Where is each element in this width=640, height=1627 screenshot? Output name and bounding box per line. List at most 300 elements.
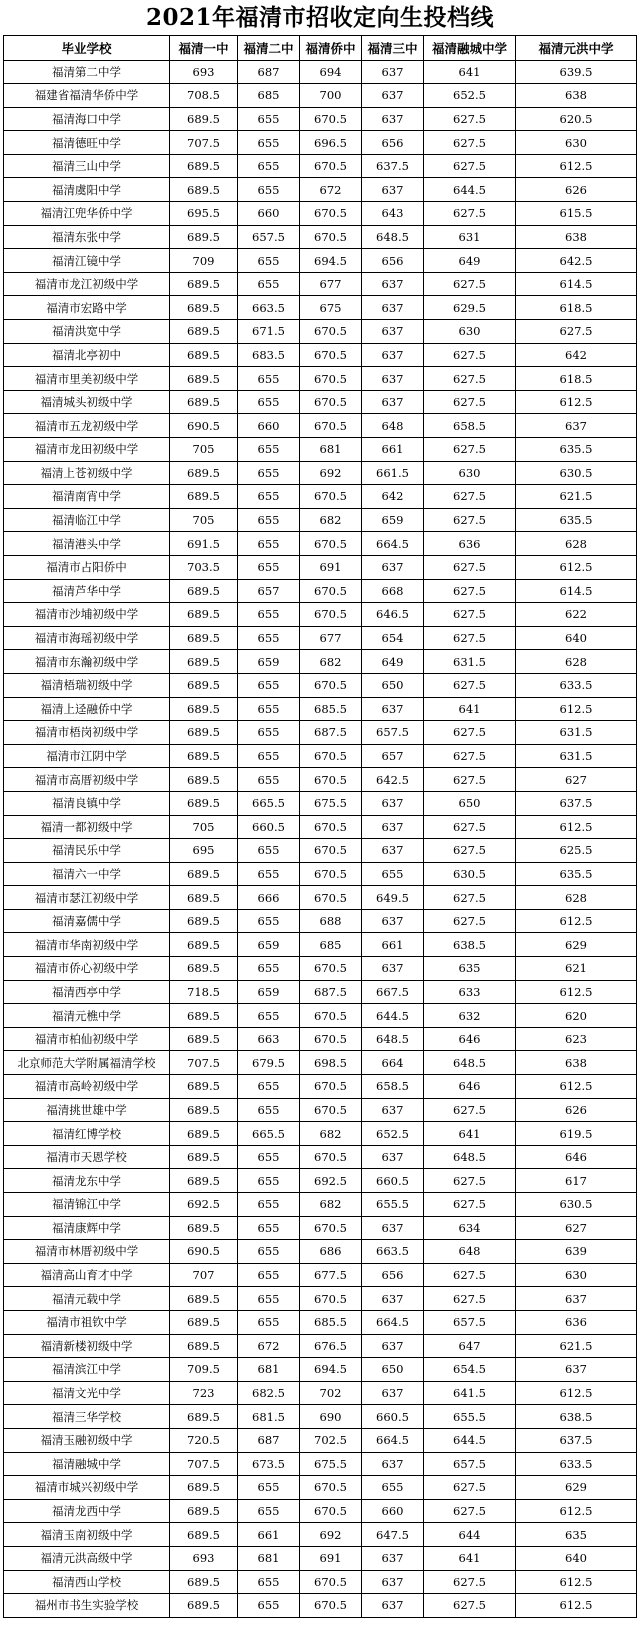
school-name-cell: 福清融城中学 bbox=[4, 1452, 170, 1476]
table-row bbox=[4, 296, 637, 320]
score-cell: 627.5 bbox=[424, 131, 516, 155]
score-cell: 618.5 bbox=[516, 367, 637, 391]
score-cell: 692.5 bbox=[300, 1169, 362, 1193]
score-cell: 657.5 bbox=[424, 1452, 516, 1476]
score-cell: 612.5 bbox=[516, 697, 637, 721]
table-row bbox=[4, 815, 637, 839]
table-row bbox=[4, 107, 637, 131]
score-cell: 705 bbox=[170, 508, 238, 532]
table-row bbox=[4, 1075, 637, 1099]
score-cell: 623 bbox=[516, 1027, 637, 1051]
school-name-cell: 福清六一中学 bbox=[4, 862, 170, 886]
table-row bbox=[4, 1381, 637, 1405]
score-cell: 633 bbox=[424, 980, 516, 1004]
score-cell: 682.5 bbox=[238, 1381, 300, 1405]
score-cell: 655 bbox=[238, 485, 300, 509]
table-row bbox=[4, 1287, 637, 1311]
score-cell: 685.5 bbox=[300, 1310, 362, 1334]
column-header: 福清侨中 bbox=[300, 36, 362, 61]
score-cell: 670.5 bbox=[300, 1004, 362, 1028]
score-cell: 627.5 bbox=[424, 815, 516, 839]
score-cell: 682 bbox=[300, 508, 362, 532]
score-cell: 640 bbox=[516, 626, 637, 650]
score-cell: 655 bbox=[238, 1476, 300, 1500]
score-cell: 637.5 bbox=[516, 791, 637, 815]
table-row bbox=[4, 320, 637, 344]
score-cell: 670.5 bbox=[300, 673, 362, 697]
score-cell: 670.5 bbox=[300, 839, 362, 863]
school-name-cell: 福清西山学校 bbox=[4, 1570, 170, 1594]
school-name-cell: 福清元洪高级中学 bbox=[4, 1546, 170, 1570]
score-cell: 677 bbox=[300, 626, 362, 650]
school-name-cell: 福建省福清华侨中学 bbox=[4, 84, 170, 108]
score-cell: 655 bbox=[362, 862, 424, 886]
score-cell: 637 bbox=[362, 957, 424, 981]
school-name-cell: 福清市龙田初级中学 bbox=[4, 438, 170, 462]
score-cell: 685 bbox=[300, 933, 362, 957]
score-cell: 639.5 bbox=[516, 60, 637, 84]
score-cell: 655 bbox=[238, 461, 300, 485]
score-cell: 629 bbox=[516, 1476, 637, 1500]
score-cell: 614.5 bbox=[516, 272, 637, 296]
score-cell: 660 bbox=[238, 202, 300, 226]
score-cell: 649 bbox=[362, 650, 424, 674]
score-cell: 637 bbox=[362, 1594, 424, 1618]
school-name-cell: 福清市高岭初级中学 bbox=[4, 1075, 170, 1099]
school-name-cell: 福清元樵中学 bbox=[4, 1004, 170, 1028]
table-row bbox=[4, 225, 637, 249]
score-cell: 612.5 bbox=[516, 1075, 637, 1099]
score-cell: 637 bbox=[362, 791, 424, 815]
score-cell: 638 bbox=[516, 84, 637, 108]
score-cell: 657 bbox=[238, 579, 300, 603]
score-cell: 691.5 bbox=[170, 532, 238, 556]
score-cell: 670.5 bbox=[300, 225, 362, 249]
score-cell: 670.5 bbox=[300, 367, 362, 391]
score-cell: 657 bbox=[362, 744, 424, 768]
score-cell: 637 bbox=[362, 178, 424, 202]
table-row bbox=[4, 957, 637, 981]
score-cell: 612.5 bbox=[516, 815, 637, 839]
score-cell: 702 bbox=[300, 1381, 362, 1405]
score-cell: 693 bbox=[170, 1546, 238, 1570]
score-cell: 664.5 bbox=[362, 1428, 424, 1452]
score-cell: 637 bbox=[362, 1334, 424, 1358]
score-cell: 670.5 bbox=[300, 744, 362, 768]
score-cell: 687.5 bbox=[300, 721, 362, 745]
score-cell: 648.5 bbox=[362, 225, 424, 249]
table-row bbox=[4, 933, 637, 957]
score-cell: 612.5 bbox=[516, 980, 637, 1004]
score-cell: 638 bbox=[516, 1051, 637, 1075]
table-row bbox=[4, 343, 637, 367]
score-cell: 627.5 bbox=[424, 1263, 516, 1287]
score-cell: 641.5 bbox=[424, 1381, 516, 1405]
school-name-cell: 福清龙东中学 bbox=[4, 1169, 170, 1193]
school-name-cell: 福清海口中学 bbox=[4, 107, 170, 131]
score-cell: 638.5 bbox=[424, 933, 516, 957]
score-cell: 630 bbox=[424, 461, 516, 485]
table-row bbox=[4, 178, 637, 202]
score-cell: 685 bbox=[238, 84, 300, 108]
score-cell: 627.5 bbox=[424, 721, 516, 745]
score-cell: 689.5 bbox=[170, 367, 238, 391]
score-cell: 655 bbox=[238, 508, 300, 532]
school-name-cell: 福清市侨心初级中学 bbox=[4, 957, 170, 981]
score-cell: 644.5 bbox=[362, 1004, 424, 1028]
score-cell: 682 bbox=[300, 1193, 362, 1217]
score-cell: 681 bbox=[300, 438, 362, 462]
table-row bbox=[4, 1523, 637, 1547]
score-cell: 670.5 bbox=[300, 957, 362, 981]
score-cell: 654.5 bbox=[424, 1358, 516, 1382]
score-cell: 632 bbox=[424, 1004, 516, 1028]
score-cell: 627.5 bbox=[424, 272, 516, 296]
column-header: 福清三中 bbox=[362, 36, 424, 61]
score-cell: 655.5 bbox=[424, 1405, 516, 1429]
school-name-cell: 福清红博学校 bbox=[4, 1122, 170, 1146]
table-row bbox=[4, 249, 637, 273]
school-name-cell: 福清临江中学 bbox=[4, 508, 170, 532]
score-cell: 655 bbox=[238, 957, 300, 981]
table-row bbox=[4, 1452, 637, 1476]
score-cell: 630 bbox=[516, 1263, 637, 1287]
score-cell: 665.5 bbox=[238, 1122, 300, 1146]
score-cell: 650 bbox=[362, 673, 424, 697]
score-cell: 659 bbox=[238, 650, 300, 674]
score-cell: 612.5 bbox=[516, 909, 637, 933]
score-cell: 618.5 bbox=[516, 296, 637, 320]
score-cell: 627.5 bbox=[424, 343, 516, 367]
score-cell: 648 bbox=[362, 414, 424, 438]
school-name-cell: 福清龙西中学 bbox=[4, 1499, 170, 1523]
score-cell: 637 bbox=[362, 909, 424, 933]
score-cell: 720.5 bbox=[170, 1428, 238, 1452]
score-cell: 630 bbox=[516, 131, 637, 155]
score-cell: 693 bbox=[170, 60, 238, 84]
score-cell: 655 bbox=[238, 1169, 300, 1193]
score-cell: 670.5 bbox=[300, 886, 362, 910]
score-cell: 641 bbox=[424, 60, 516, 84]
score-cell: 705 bbox=[170, 815, 238, 839]
score-cell: 627.5 bbox=[424, 107, 516, 131]
school-name-cell: 福清滨江中学 bbox=[4, 1358, 170, 1382]
table-row bbox=[4, 1169, 637, 1193]
score-cell: 660 bbox=[362, 1499, 424, 1523]
table-row bbox=[4, 1027, 637, 1051]
score-cell: 675 bbox=[300, 296, 362, 320]
table-row bbox=[4, 886, 637, 910]
score-cell: 690.5 bbox=[170, 414, 238, 438]
score-cell: 670.5 bbox=[300, 485, 362, 509]
score-cell: 627.5 bbox=[424, 1169, 516, 1193]
score-cell: 655 bbox=[238, 390, 300, 414]
score-cell: 689.5 bbox=[170, 1004, 238, 1028]
score-cell: 641 bbox=[424, 1546, 516, 1570]
score-cell: 670.5 bbox=[300, 1216, 362, 1240]
score-cell: 689.5 bbox=[170, 1169, 238, 1193]
table-row bbox=[4, 1405, 637, 1429]
score-cell: 670.5 bbox=[300, 343, 362, 367]
score-cell: 658.5 bbox=[362, 1075, 424, 1099]
score-cell: 688 bbox=[300, 909, 362, 933]
score-cell: 689.5 bbox=[170, 320, 238, 344]
school-name-cell: 福清市五龙初级中学 bbox=[4, 414, 170, 438]
score-cell: 637.5 bbox=[362, 154, 424, 178]
table-row bbox=[4, 791, 637, 815]
score-cell: 656 bbox=[362, 249, 424, 273]
score-cell: 689.5 bbox=[170, 178, 238, 202]
score-cell: 619.5 bbox=[516, 1122, 637, 1146]
table-row bbox=[4, 60, 637, 84]
score-cell: 655 bbox=[238, 1594, 300, 1618]
score-cell: 646.5 bbox=[362, 603, 424, 627]
score-cell: 689.5 bbox=[170, 1499, 238, 1523]
school-name-cell: 福清洪宽中学 bbox=[4, 320, 170, 344]
score-cell: 655 bbox=[238, 1075, 300, 1099]
score-cell: 689.5 bbox=[170, 272, 238, 296]
score-cell: 663.5 bbox=[238, 296, 300, 320]
score-cell: 627.5 bbox=[424, 438, 516, 462]
score-cell: 637 bbox=[362, 697, 424, 721]
school-name-cell: 福清市占阳侨中 bbox=[4, 555, 170, 579]
score-cell: 689.5 bbox=[170, 1098, 238, 1122]
score-cell: 655 bbox=[238, 249, 300, 273]
score-cell: 705 bbox=[170, 438, 238, 462]
score-cell: 689.5 bbox=[170, 673, 238, 697]
table-row bbox=[4, 131, 637, 155]
school-name-cell: 福清市海瑶初级中学 bbox=[4, 626, 170, 650]
page-title: 2021年福清市招收定向生投档线 bbox=[145, 4, 494, 31]
column-header: 福清二中 bbox=[238, 36, 300, 61]
score-cell: 637 bbox=[362, 367, 424, 391]
score-cell: 675.5 bbox=[300, 1452, 362, 1476]
score-cell: 627.5 bbox=[424, 1098, 516, 1122]
score-cell: 627.5 bbox=[424, 1594, 516, 1618]
table-body bbox=[4, 60, 637, 1617]
score-cell: 659 bbox=[238, 933, 300, 957]
table-row bbox=[4, 1570, 637, 1594]
score-cell: 660 bbox=[238, 414, 300, 438]
table-row bbox=[4, 438, 637, 462]
score-cell: 670.5 bbox=[300, 768, 362, 792]
school-name-cell: 福清市梧岗初级中学 bbox=[4, 721, 170, 745]
score-cell: 655 bbox=[238, 1499, 300, 1523]
score-cell: 709.5 bbox=[170, 1358, 238, 1382]
score-cell: 639 bbox=[516, 1240, 637, 1264]
score-cell: 689.5 bbox=[170, 603, 238, 627]
score-cell: 644 bbox=[424, 1523, 516, 1547]
score-cell: 644.5 bbox=[424, 178, 516, 202]
score-cell: 629 bbox=[516, 933, 637, 957]
score-cell: 657.5 bbox=[362, 721, 424, 745]
school-name-cell: 福清挑世雄中学 bbox=[4, 1098, 170, 1122]
score-cell: 627.5 bbox=[424, 367, 516, 391]
score-cell: 637 bbox=[516, 1358, 637, 1382]
score-cell: 627.5 bbox=[424, 579, 516, 603]
score-cell: 670.5 bbox=[300, 414, 362, 438]
score-cell: 655 bbox=[238, 532, 300, 556]
score-cell: 635.5 bbox=[516, 438, 637, 462]
score-cell: 627.5 bbox=[424, 1193, 516, 1217]
score-cell: 689.5 bbox=[170, 744, 238, 768]
score-cell: 637 bbox=[362, 1570, 424, 1594]
column-header: 福清一中 bbox=[170, 36, 238, 61]
score-cell: 692 bbox=[300, 461, 362, 485]
score-cell: 612.5 bbox=[516, 1499, 637, 1523]
score-cell: 627.5 bbox=[424, 555, 516, 579]
score-cell: 647.5 bbox=[362, 1523, 424, 1547]
score-cell: 682 bbox=[300, 650, 362, 674]
table-row bbox=[4, 390, 637, 414]
table-row bbox=[4, 1310, 637, 1334]
school-name-cell: 福清元载中学 bbox=[4, 1287, 170, 1311]
score-cell: 689.5 bbox=[170, 343, 238, 367]
score-cell: 655 bbox=[238, 1263, 300, 1287]
table-row bbox=[4, 862, 637, 886]
score-cell: 689.5 bbox=[170, 579, 238, 603]
school-name-cell: 福清民乐中学 bbox=[4, 839, 170, 863]
score-cell: 670.5 bbox=[300, 532, 362, 556]
score-cell: 631.5 bbox=[516, 744, 637, 768]
score-cell: 689.5 bbox=[170, 1523, 238, 1547]
school-name-cell: 福清东张中学 bbox=[4, 225, 170, 249]
school-name-cell: 福清虞阳中学 bbox=[4, 178, 170, 202]
table-row bbox=[4, 603, 637, 627]
school-name-cell: 福清市城兴初级中学 bbox=[4, 1476, 170, 1500]
table-row bbox=[4, 272, 637, 296]
score-cell: 663.5 bbox=[362, 1240, 424, 1264]
score-cell: 627.5 bbox=[424, 839, 516, 863]
score-cell: 655 bbox=[238, 1098, 300, 1122]
score-cell: 655 bbox=[238, 603, 300, 627]
score-cell: 689.5 bbox=[170, 1310, 238, 1334]
score-cell: 631 bbox=[424, 225, 516, 249]
admission-score-table bbox=[3, 35, 637, 1618]
score-cell: 655 bbox=[238, 107, 300, 131]
score-cell: 694.5 bbox=[300, 249, 362, 273]
school-name-cell: 福清三华学校 bbox=[4, 1405, 170, 1429]
score-cell: 702.5 bbox=[300, 1428, 362, 1452]
school-name-cell: 福清文光中学 bbox=[4, 1381, 170, 1405]
school-name-cell: 福清高山育才中学 bbox=[4, 1263, 170, 1287]
score-cell: 646 bbox=[516, 1145, 637, 1169]
score-cell: 627.5 bbox=[424, 1476, 516, 1500]
score-cell: 627 bbox=[516, 768, 637, 792]
score-cell: 658.5 bbox=[424, 414, 516, 438]
score-cell: 689.5 bbox=[170, 461, 238, 485]
score-cell: 689.5 bbox=[170, 225, 238, 249]
school-name-cell: 福清新楼初级中学 bbox=[4, 1334, 170, 1358]
school-name-cell: 福清市华南初级中学 bbox=[4, 933, 170, 957]
column-header: 福清融城中学 bbox=[424, 36, 516, 61]
score-cell: 655 bbox=[238, 909, 300, 933]
score-cell: 614.5 bbox=[516, 579, 637, 603]
score-cell: 637 bbox=[362, 1145, 424, 1169]
score-cell: 649.5 bbox=[362, 886, 424, 910]
score-cell: 635 bbox=[516, 1523, 637, 1547]
score-cell: 687 bbox=[238, 1428, 300, 1452]
school-name-cell: 福清锦江中学 bbox=[4, 1193, 170, 1217]
school-name-cell: 福清市柏仙初级中学 bbox=[4, 1027, 170, 1051]
table-row bbox=[4, 744, 637, 768]
score-cell: 655 bbox=[238, 721, 300, 745]
score-cell: 659 bbox=[238, 980, 300, 1004]
score-cell: 663 bbox=[238, 1027, 300, 1051]
score-cell: 660.5 bbox=[238, 815, 300, 839]
table-row bbox=[4, 626, 637, 650]
score-cell: 615.5 bbox=[516, 202, 637, 226]
table-row bbox=[4, 697, 637, 721]
score-cell: 655 bbox=[238, 626, 300, 650]
score-cell: 620.5 bbox=[516, 107, 637, 131]
score-cell: 689.5 bbox=[170, 909, 238, 933]
score-cell: 708.5 bbox=[170, 84, 238, 108]
score-cell: 689.5 bbox=[170, 1334, 238, 1358]
score-cell: 612.5 bbox=[516, 555, 637, 579]
school-name-cell: 福清市江阴中学 bbox=[4, 744, 170, 768]
score-cell: 655 bbox=[238, 744, 300, 768]
score-cell: 689.5 bbox=[170, 296, 238, 320]
score-cell: 642 bbox=[516, 343, 637, 367]
score-cell: 670.5 bbox=[300, 390, 362, 414]
score-cell: 648.5 bbox=[362, 1027, 424, 1051]
score-cell: 652.5 bbox=[424, 84, 516, 108]
score-cell: 637 bbox=[362, 1287, 424, 1311]
score-cell: 627.5 bbox=[424, 154, 516, 178]
score-cell: 630.5 bbox=[516, 1193, 637, 1217]
score-cell: 655 bbox=[238, 839, 300, 863]
score-cell: 612.5 bbox=[516, 390, 637, 414]
score-cell: 637 bbox=[362, 1216, 424, 1240]
score-cell: 637 bbox=[362, 60, 424, 84]
score-cell: 694.5 bbox=[300, 1358, 362, 1382]
table-row bbox=[4, 202, 637, 226]
score-cell: 685.5 bbox=[300, 697, 362, 721]
score-cell: 670.5 bbox=[300, 603, 362, 627]
score-cell: 681.5 bbox=[238, 1405, 300, 1429]
table-row bbox=[4, 414, 637, 438]
score-cell: 637 bbox=[362, 320, 424, 344]
score-cell: 667.5 bbox=[362, 980, 424, 1004]
school-name-cell: 福清德旺中学 bbox=[4, 131, 170, 155]
score-cell: 635.5 bbox=[516, 508, 637, 532]
score-cell: 689.5 bbox=[170, 768, 238, 792]
score-cell: 628 bbox=[516, 650, 637, 674]
score-cell: 709 bbox=[170, 249, 238, 273]
score-cell: 655 bbox=[238, 1145, 300, 1169]
table-row bbox=[4, 461, 637, 485]
score-cell: 707.5 bbox=[170, 1452, 238, 1476]
score-cell: 670.5 bbox=[300, 107, 362, 131]
score-cell: 646 bbox=[424, 1027, 516, 1051]
score-cell: 612.5 bbox=[516, 1570, 637, 1594]
score-cell: 637 bbox=[362, 390, 424, 414]
score-cell: 664 bbox=[362, 1051, 424, 1075]
school-name-cell: 福清城头初级中学 bbox=[4, 390, 170, 414]
table-row bbox=[4, 1476, 637, 1500]
score-cell: 723 bbox=[170, 1381, 238, 1405]
score-cell: 666 bbox=[238, 886, 300, 910]
score-cell: 627.5 bbox=[516, 320, 637, 344]
table-row bbox=[4, 1594, 637, 1618]
score-cell: 657.5 bbox=[424, 1310, 516, 1334]
score-cell: 689.5 bbox=[170, 154, 238, 178]
score-cell: 655 bbox=[238, 555, 300, 579]
score-cell: 690.5 bbox=[170, 1240, 238, 1264]
score-cell: 655 bbox=[238, 862, 300, 886]
score-cell: 689.5 bbox=[170, 1594, 238, 1618]
